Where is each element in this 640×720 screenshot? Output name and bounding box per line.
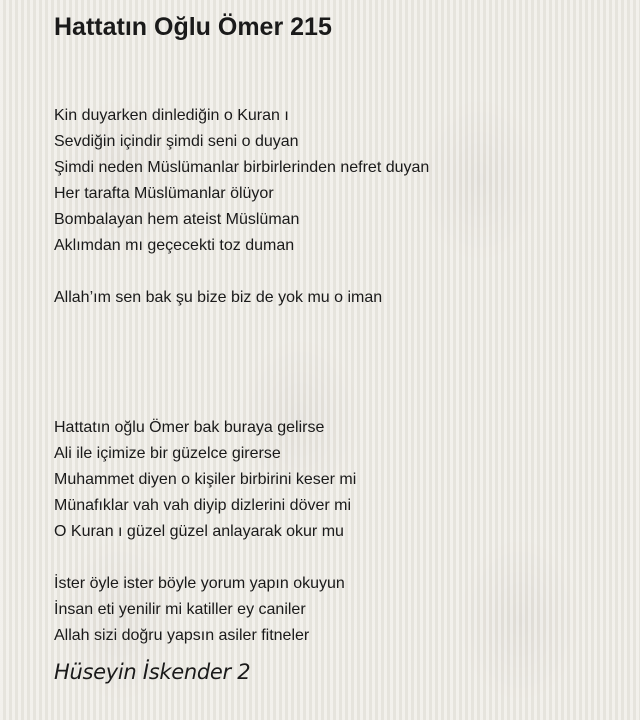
stanza-4 xyxy=(54,571,614,649)
poem-line: Hattatın oğlu Ömer bak buraya gelirse xyxy=(54,419,325,436)
poem-line: O Kuran ı güzel güzel anlayarak okur mu xyxy=(54,523,344,540)
poem-line: Bombalayan hem ateist Müslüman xyxy=(54,211,300,228)
poem-line: Allah sizi doğru yapsın asiler fitneler xyxy=(54,627,310,644)
poem-line: İnsan eti yenilir mi katiller ey caniler xyxy=(54,601,306,618)
stanza-2 xyxy=(54,285,614,311)
poem-body xyxy=(54,103,614,675)
poem-line: Her tarafta Müslümanlar ölüyor xyxy=(54,185,274,202)
poem-line: Sevdiğin içindir şimdi seni o duyan xyxy=(54,133,299,150)
poem-line: Münafıklar vah vah diyip dizlerini döver mi xyxy=(54,497,352,514)
poem-line: Allah’ım sen bak şu bize biz de yok mu o iman xyxy=(54,289,383,306)
poem-line: Muhammet diyen o kişiler birbirini keser mi xyxy=(54,471,357,488)
poem-line: Ali ile içimize bir güzelce girerse xyxy=(54,445,281,462)
poem-line: Kin duyarken dinlediğin o Kuran ı xyxy=(54,107,289,124)
stanza-1 xyxy=(54,103,614,259)
stanza-3 xyxy=(54,415,614,545)
poem-author: Hüseyin İskender 2 xyxy=(54,660,251,684)
poem-line: İster öyle ister böyle yorum yapın okuyun xyxy=(54,575,345,592)
poem-line: Aklımdan mı geçecekti toz duman xyxy=(54,237,295,254)
poem-line: Şimdi neden Müslümanlar birbirlerinden nefret duyan xyxy=(54,159,430,176)
poem-title: Hattatın Oğlu Ömer 215 xyxy=(54,13,332,41)
